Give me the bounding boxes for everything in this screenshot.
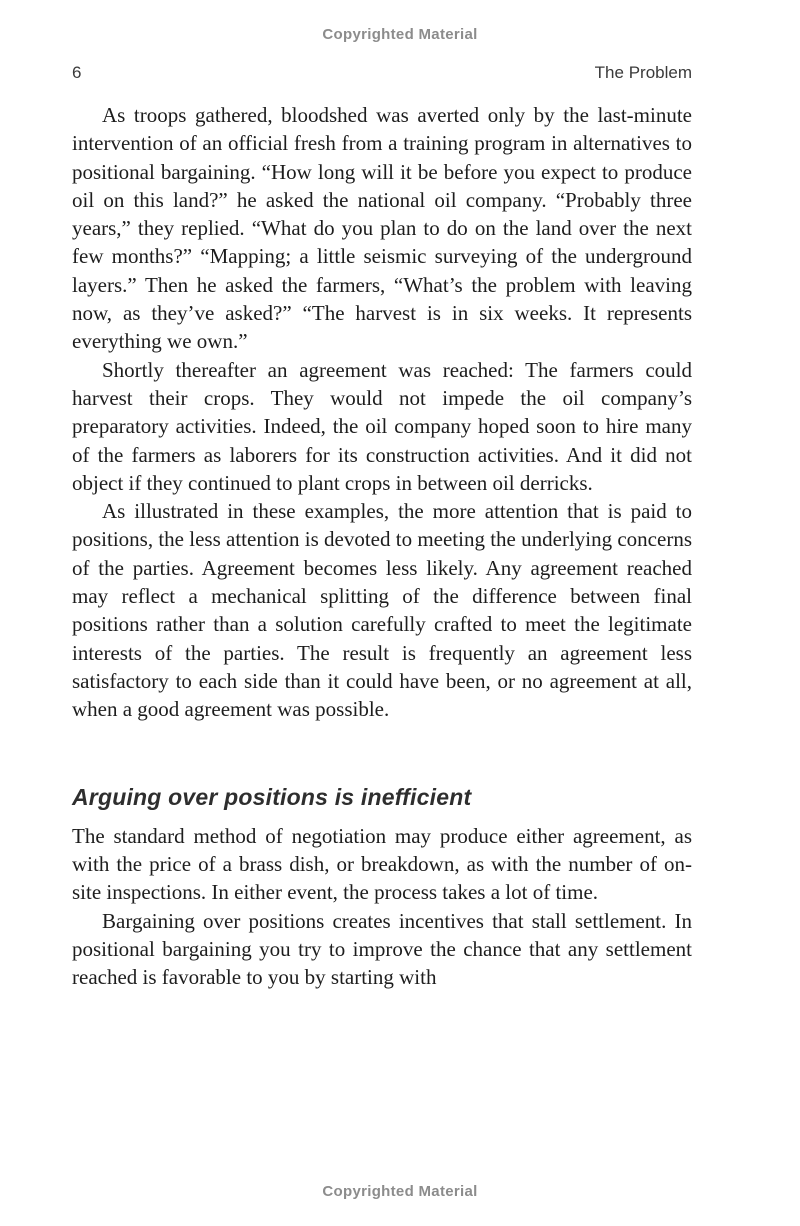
- body-paragraph: Shortly thereafter an agreement was reached: The farmers could harvest their crops. They would not impede the oil company’s preparatory activities. Indeed, the oil company hoped soon to hire many of the farmers as laborers for its construction activities. And it did not object if they continued to plant crops in between oil derricks.: [72, 357, 692, 495]
- page-body: [72, 101, 692, 992]
- running-head-title: The Problem: [594, 63, 692, 82]
- section-heading: Arguing over positions is inefficient: [72, 783, 472, 810]
- copyright-banner-top: Copyrighted Material: [322, 26, 478, 43]
- body-paragraph: The standard method of negotiation may produce either agreement, as with the price of a brass dish, or breakdown, as with the number of on-site inspections. In either event, the process takes a lot of time.: [72, 823, 692, 905]
- page-header: [72, 63, 692, 83]
- page-number: 6: [72, 63, 82, 82]
- body-paragraph: Bargaining over positions creates incentives that stall settlement. In positional bargaining you try to improve the chance that any settlement reached is favorable to you by starting with: [72, 908, 692, 990]
- body-paragraph: As illustrated in these examples, the more attention that is paid to positions, the less attention is devoted to meeting the underlying concerns of the parties. Agreement becomes less likely. Any agreement reached may reflect a mechanical splitting of the difference between final positions rather than a solution carefully crafted to meet the legitimate interests of the parties. The result is frequently an agreement less satisfactory to each side than it could have been, or no agreement at all, when a good agreement was possible.: [72, 499, 692, 722]
- copyright-banner-bottom: Copyrighted Material: [322, 1183, 478, 1200]
- body-paragraph: As troops gathered, bloodshed was averted only by the last-minute intervention of an official fresh from a training program in alternatives to positional bargaining. “How long will it be before you expect to produce oil on this land?” he asked the national oil company. “Probably three years,” they replied. “What do you plan to do on the land over the next few months?” “Mapping; a little seismic surveying of the underground layers.” Then he asked the farmers, “What’s the problem with leaving now, as they’ve asked?” “The harvest is in six weeks. It represents everything we own.”: [72, 103, 692, 354]
